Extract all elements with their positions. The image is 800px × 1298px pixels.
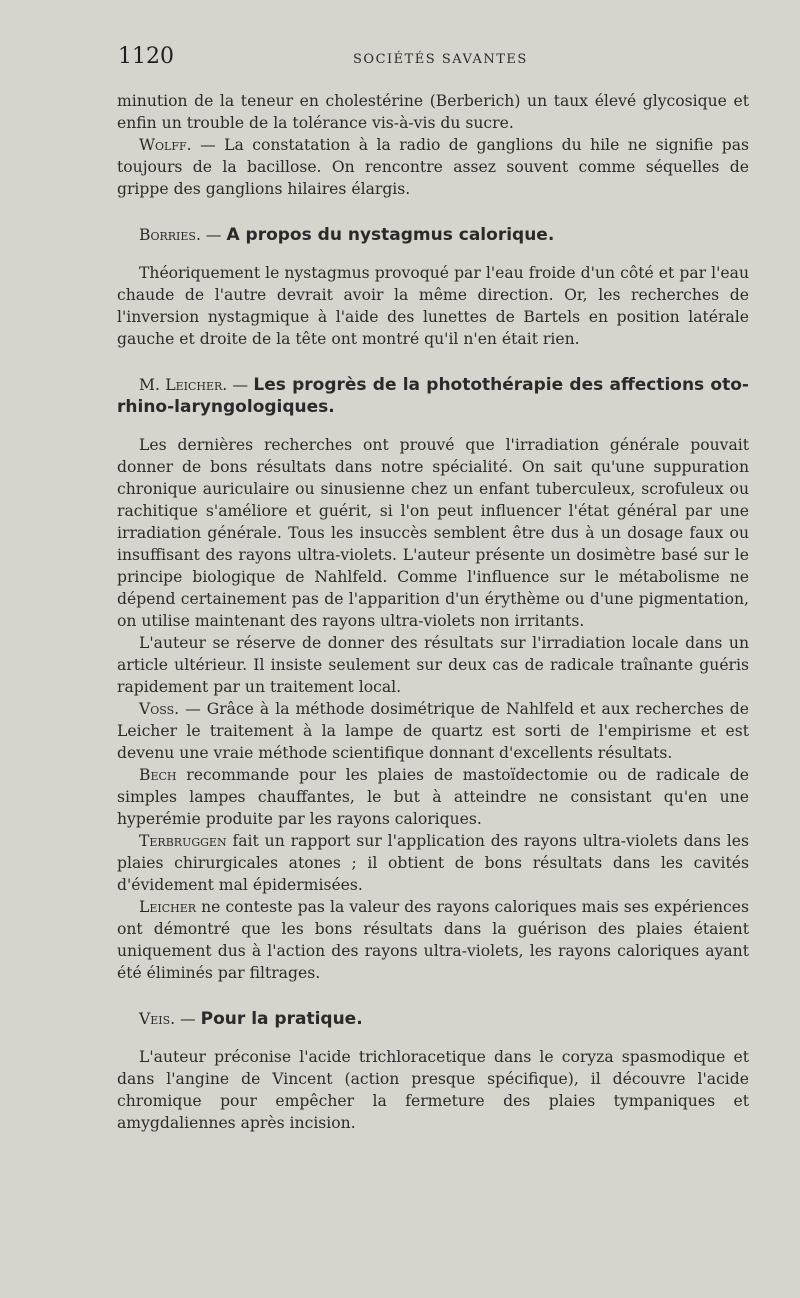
author-name: Borries. [139,226,201,244]
page-number: 1120 [118,44,174,69]
paragraph [117,134,749,200]
paragraph [117,896,749,984]
section-heading [117,1008,749,1030]
author-name: Leicher. [165,376,228,394]
paragraph: minution de la teneur en cholestérine (Berberich) un taux élevé glycosique et enfin un trouble de la tolérance vis-à-vis du sucre. [117,92,749,132]
page-header [118,44,750,74]
paragraph-text: — La constatation à la radio de ganglions du hile ne signifie pas toujours de la bacillose. On rencontre assez souvent comme séquelles de grippe des ganglions hilaires élargis. [117,136,749,198]
paragraph: L'auteur se réserve de donner des résultats sur l'irradiation locale dans un article ultérieur. Il insiste seulement sur deux cas de radicale traînante guéris rapidement par un traitement local. [117,634,749,696]
author-prefix: M. [139,376,160,394]
paragraph: Théoriquement le nystagmus provoqué par l'eau froide d'un côté et par l'eau chaude de l'autre devrait avoir la même direction. Or, les recherches de l'inversion nystagmique à l'aide des lunettes de Bartels en position latérale gauche et droite de la tête ont montré qu'il n'en était rien. [117,264,749,348]
author-name: Veis. [139,1010,176,1028]
heading-dash: — [232,376,249,394]
section-title: Pour la pratique. [200,1009,363,1029]
section-heading [117,224,749,246]
paragraph: Les dernières recherches ont prouvé que l'irradiation générale pouvait donner de bons résultats dans notre spécialité. On sait qu'une suppuration chronique auriculaire ou sinusienne chez un enfant tuberculeux, scrofuleux ou rachitique s'améliore et guérit, si l'on peut influencer l'état général par une irradiation générale. Tous les insuccès semblent être dus à un dosage faux ou insuffisant des rayons ultra-violets. L'auteur présente un dosimètre basé sur le principe biologique de Nahlfeld. Comme l'influence sur le métabolisme ne dépend certainement pas de l'apparition d'un érythème ou d'une pigmentation, on utilise maintenant des rayons ultra-violets non irritants. [117,436,749,630]
paragraph-text: ne conteste pas la valeur des rayons caloriques mais ses expériences ont démontré que les bons résultats dans la guérison des plaies étaient uniquement dus à l'action des rayons ultra-violets, les rayons caloriques ayant été éliminés par filtrages. [117,898,749,982]
section-title: A propos du nystagmus calorique. [226,225,555,245]
author-name: Voss. [139,700,180,718]
paragraph [117,698,749,764]
section-title: Les progrès de la photothérapie des affections oto-rhino-laryngologiques. [117,375,749,417]
paragraph: L'auteur préconise l'acide trichloracetique dans le coryza spasmodique et dans l'angine de Vincent (action presque spécifique), il découvre l'acide chromique pour empêcher la fermeture des plaies tympaniques et amygdaliennes après incision. [117,1048,749,1132]
author-name: Wolff. [139,136,192,154]
paragraph-text: fait un rapport sur l'application des rayons ultra-violets dans les plaies chirurgicales atones ; il obtient de bons résultats dans les cavités d'évidement mal épidermisées. [117,832,749,894]
paragraph [117,764,749,830]
section-heading [117,374,749,418]
paragraph-text: — Grâce à la méthode dosimétrique de Nahlfeld et aux recherches de Leicher le traitement à la lampe de quartz est sorti de l'empirisme et est devenu une vraie méthode scientifique donnant d'excellents résultats. [117,700,749,762]
paragraph [117,830,749,896]
author-name: Terbruggen [139,832,227,850]
heading-dash: — [180,1010,196,1028]
heading-dash: — [205,226,222,244]
running-title: SOCIÉTÉS SAVANTES [353,52,528,67]
author-name: Bech [139,766,177,784]
author-name: Leicher [139,898,197,916]
paragraph-text: recommande pour les plaies de mastoïdectomie ou de radicale de simples lampes chauffantes, le but à atteindre ne consistant qu'en une hyperémie produite par les rayons caloriques. [117,766,749,828]
article-body [117,90,749,1134]
